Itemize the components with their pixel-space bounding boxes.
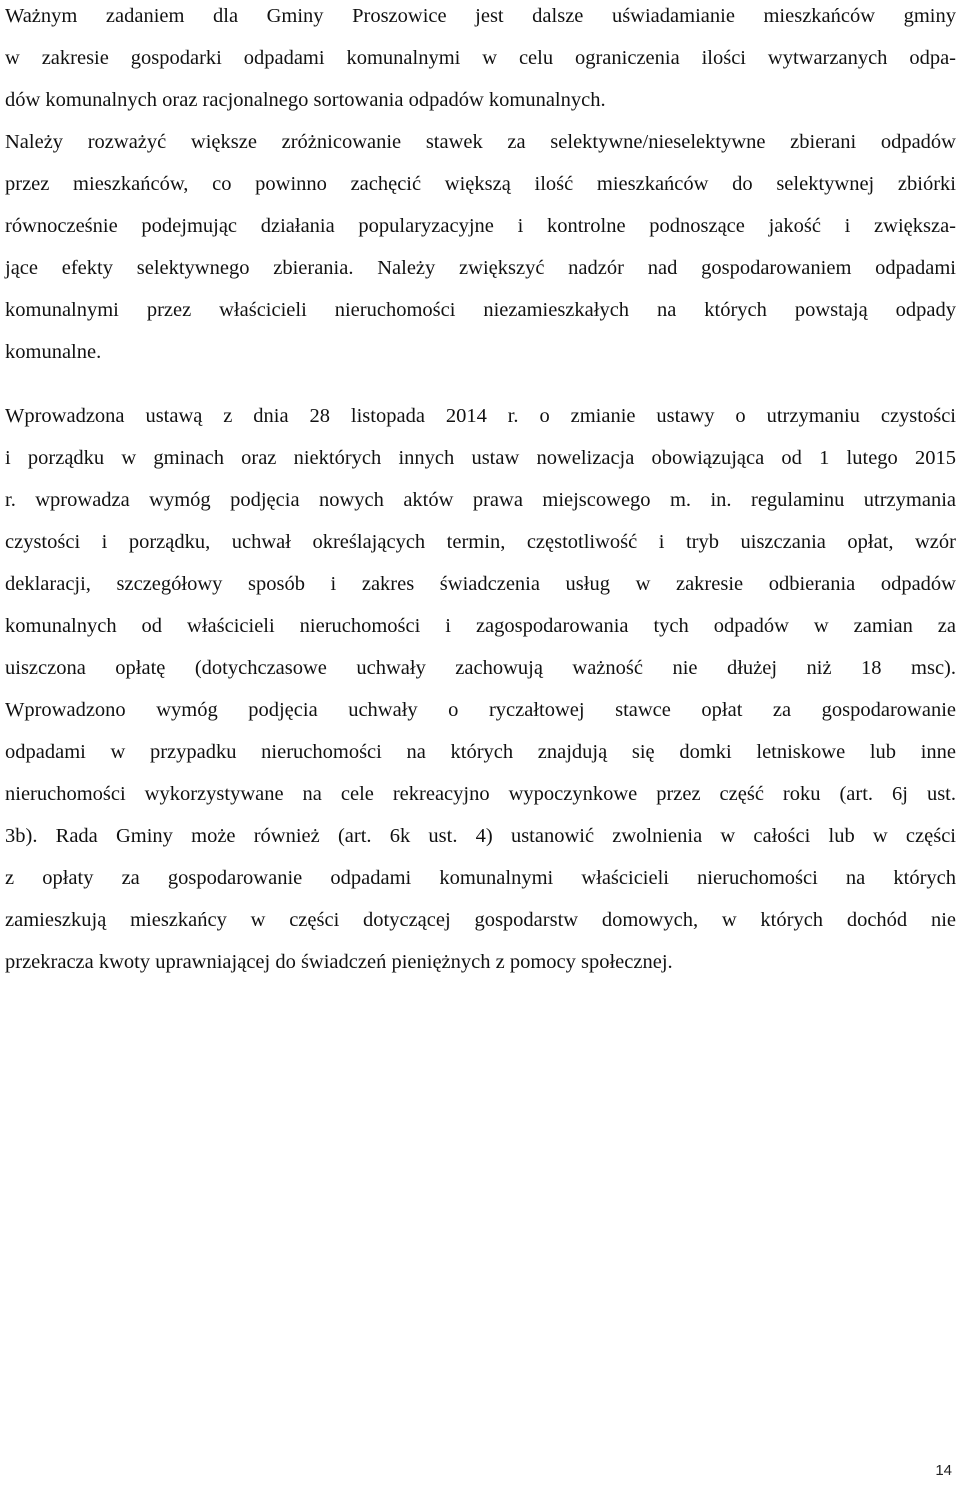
text-line: komunalnych od właścicieli nieruchomości i zagospodarowania tych odpadów w zamian za xyxy=(5,615,956,637)
text-line: z opłaty za gospodarowanie odpadami komunalnymi właścicieli nieruchomości na których xyxy=(5,867,956,889)
text-line: Wprowadzona ustawą z dnia 28 listopada 2014 r. o zmianie ustawy o utrzymaniu czystości xyxy=(5,405,956,427)
text-line: Należy rozważyć większe zróżnicowanie stawek za selektywne/nieselektywne zbierani odpadów xyxy=(5,131,956,153)
text-line: czystości i porządku, uchwał określających termin, częstotliwość i tryb uiszczania opłat, wzór xyxy=(5,531,956,553)
page-number: 14 xyxy=(935,1462,952,1479)
text-line: komunalne. xyxy=(5,341,102,363)
text-line: Wprowadzono wymóg podjęcia uchwały o ryczałtowej stawce opłat za gospodarowanie xyxy=(5,699,956,721)
text-line: 3b). Rada Gminy może również (art. 6k ust. 4) ustanowić zwolnienia w całości lub w części xyxy=(5,825,956,847)
text-line: przekracza kwoty uprawniającej do świadczeń pieniężnych z pomocy społecznej. xyxy=(5,951,673,973)
text-line: Ważnym zadaniem dla Gminy Proszowice jest dalsze uświadamianie mieszkańców gminy xyxy=(5,5,956,27)
text-line: odpadami w przypadku nieruchomości na których znajdują się domki letniskowe lub inne xyxy=(5,741,956,763)
text-line: komunalnymi przez właścicieli nieruchomości niezamieszkałych na których powstają odpady xyxy=(5,299,956,321)
text-line: jące efekty selektywnego zbierania. Należy zwiększyć nadzór nad gospodarowaniem odpadami xyxy=(5,257,956,279)
text-line: nieruchomości wykorzystywane na cele rekreacyjno wypoczynkowe przez część roku (art. 6j ust. xyxy=(5,783,956,805)
text-line: i porządku w gminach oraz niektórych innych ustaw nowelizacja obowiązująca od 1 lutego 2015 xyxy=(5,447,956,469)
text-line: przez mieszkańców, co powinno zachęcić większą ilość mieszkańców do selektywnej zbiórki xyxy=(5,173,956,195)
text-line: r. wprowadza wymóg podjęcia nowych aktów prawa miejscowego m. in. regulaminu utrzymania xyxy=(5,489,956,511)
text-line: w zakresie gospodarki odpadami komunalnymi w celu ograniczenia ilości wytwarzanych odpa- xyxy=(5,47,956,69)
text-line: dów komunalnych oraz racjonalnego sortowania odpadów komunalnych. xyxy=(5,89,606,111)
text-line: równocześnie podejmując działania popularyzacyjne i kontrolne podnoszące jakość i zwiększa- xyxy=(5,215,956,237)
text-line: deklaracji, szczegółowy sposób i zakres świadczenia usług w zakresie odbierania odpadów xyxy=(5,573,956,595)
text-line: zamieszkują mieszkańcy w części dotyczącej gospodarstw domowych, w których dochód nie xyxy=(5,909,956,931)
text-line: uiszczona opłatę (dotychczasowe uchwały zachowują ważność nie dłużej niż 18 msc). xyxy=(5,657,956,679)
